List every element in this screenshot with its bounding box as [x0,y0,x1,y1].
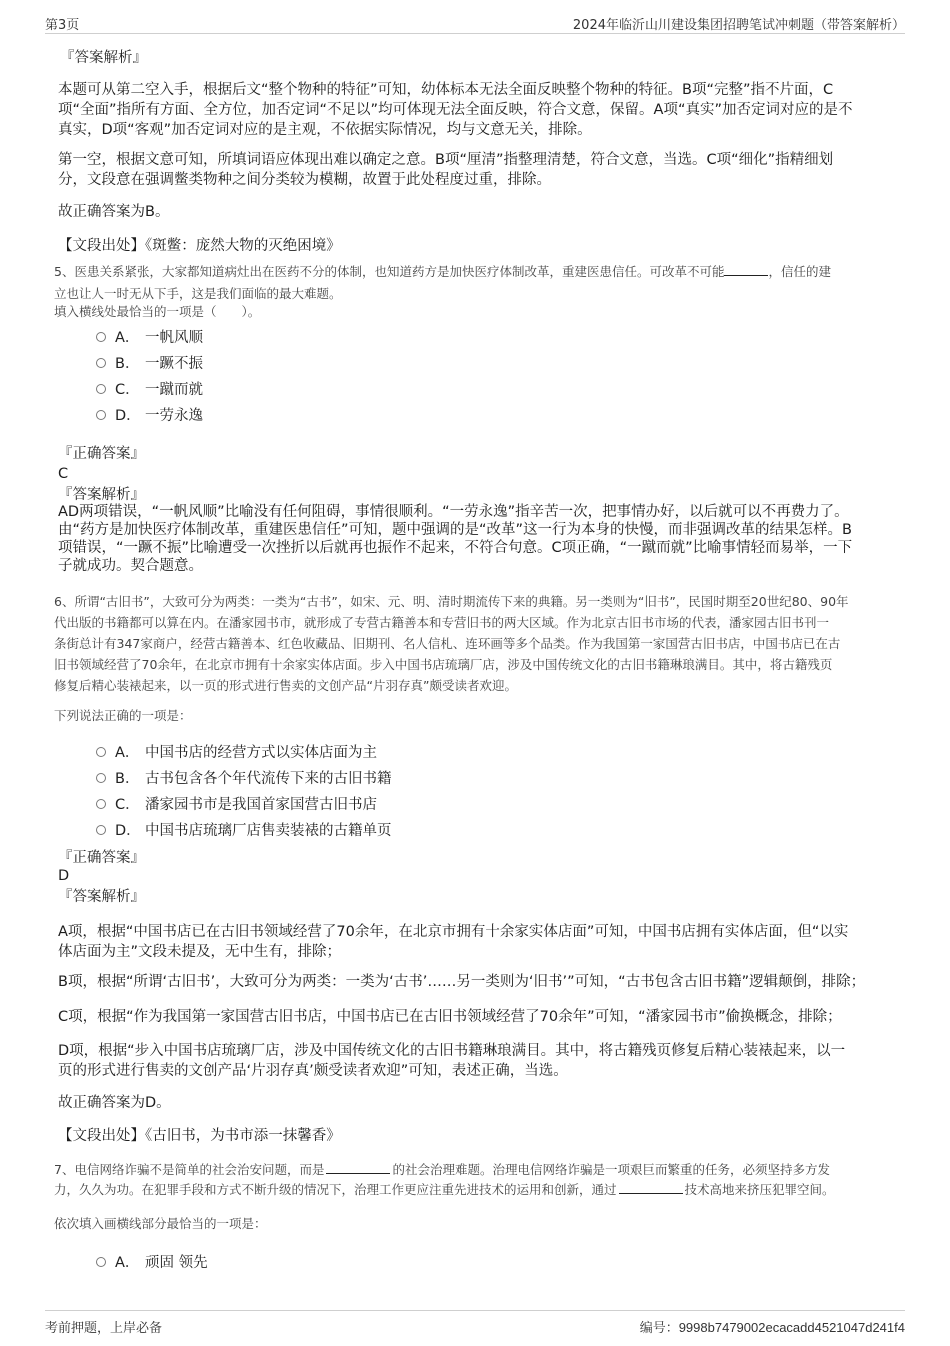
q5-stem-text-tail: ，信任的建 [768,264,831,279]
option-letter: D． [115,823,141,839]
q5-analysis [58,502,888,574]
document-title: 2024年临沂山川建设集团招聘笔试冲刺题（带答案解析） [572,18,905,33]
radio-icon[interactable] [96,747,106,757]
radio-icon[interactable] [96,358,106,368]
text-line: 项“全面”指所有方面、全方位，加否定词“不足以”均可体现无法全面反映，符合文意，保留。A项“真实”加否定词对应的是不 [58,102,853,118]
q5-option-b[interactable] [96,352,203,374]
text-line: 真实，D项“客观”加否定词对应的是主观，不依据实际情况，均与文意无关，排除。 [58,122,592,138]
q5-stem-line-2: 立也让人一时无从下手，这是我们面临的最大难题。 [54,286,342,301]
fill-blank [619,1180,683,1194]
radio-icon[interactable] [96,1257,106,1267]
option-text: 一帆风顺 [145,330,203,346]
q5-option-c[interactable] [96,378,203,400]
option-letter: C． [115,382,140,398]
text-line: 条街总计有347家商户，经营古籍善本、红色收藏品、旧期刊、名人信札、连环画等多个品类。作为我国第一家国营古旧书店，中国书店已在古 [54,636,841,651]
q5-answer: C [58,466,69,482]
radio-icon[interactable] [96,384,106,394]
q5-option-a[interactable] [96,326,203,348]
q6-source: 【文段出处】《古旧书，为书市添一抹馨香》 [58,1128,341,1144]
text-line: 6、所谓“古旧书”，大致可分为两类：一类为“古书”，如宋、元、明、清时期流传下来的典籍。另一类则为“旧书”，民国时期至20世纪80、90年 [54,594,849,609]
fill-blank [724,262,768,276]
text-line: B项，根据“所谓‘古旧书’，大致可分为两类：一类为‘古书’……另一类则为‘旧书’”可知，“古书包含古旧书籍”逻辑颠倒，排除； [58,974,866,990]
q4-source: 【文段出处】《斑鳖：庞然大物的灭绝困境》 [58,238,341,254]
option-letter: A． [115,1255,140,1271]
fill-blank [326,1160,390,1174]
q7-stem-text: 力，久久为功。在犯罪手段和方式不断升级的情况下，治理工作更应注重先进技术的运用和创新，通过 [54,1182,617,1197]
q7-stem-line-1 [54,1160,830,1180]
option-text: 一劳永逸 [145,408,203,424]
text-line: A项，根据“中国书店已在古旧书领域经营了70余年，在北京市拥有十余家实体店面”可知，中国书店拥有实体店面，但“以实 [58,924,849,940]
text-line: C项，根据“作为我国第一家国营古旧书店，中国书店已在古旧书领域经营了70余年”可知，“潘家园书市”偷换概念，排除； [58,1009,842,1025]
option-text: 一蹶不振 [145,356,203,372]
option-letter: B． [115,771,140,787]
q6-option-a[interactable] [96,741,377,763]
q6-option-c[interactable] [96,793,377,815]
q6-prompt: 下列说法正确的一项是： [54,708,192,723]
option-letter: A． [115,745,140,761]
option-letter: B． [115,356,140,372]
text-line: 页的形式进行售卖的文创产品‘片羽存真’颇受读者欢迎”可知，表述正确，当选。 [58,1063,568,1079]
q7-stem-text: 技术高地来挤压犯罪空间。 [684,1182,835,1197]
q4-analysis-paragraph-1 [58,80,888,140]
option-text: 古书包含各个年代流传下来的古旧书籍 [145,771,392,787]
q6-analysis-label: 『答案解析』 [58,889,145,905]
document-code: 编号：9998b7479002ecacadd4521047d241f4 [639,1320,905,1335]
radio-icon[interactable] [96,410,106,420]
q7-stem-line-2 [54,1180,835,1200]
q5-option-d[interactable] [96,404,203,426]
text-line: 旧书领域经营了70余年，在北京市拥有十余家实体店面。步入中国书店琉璃厂店，涉及中国传统文化的古旧书籍琳琅满目。其中，将古籍残页 [54,657,833,672]
radio-icon[interactable] [96,825,106,835]
option-letter: D． [115,408,141,424]
q7-prompt: 依次填入画横线部分最恰当的一项是： [54,1216,267,1231]
q5-prompt: 填入横线处最恰当的一项是（ ）。 [54,304,261,319]
q6-option-d[interactable] [96,819,392,841]
q6-stem [54,592,884,697]
page-footer [45,1310,905,1346]
text-line: 修复后精心装裱起来，以一页的形式进行售卖的文创产品“片羽存真”颇受读者欢迎。 [54,678,517,693]
q5-analysis-label: 『答案解析』 [58,487,145,503]
text-line: 项错误，“一蹶不振”比喻遭受一次挫折以后就再也振作不起来，不符合句意。C项正确，“一蹴而就”比喻事情轻而易举，一下 [58,540,853,556]
q7-stem-text: 的社会治理难题。治理电信网络诈骗是一项艰巨而繁重的任务，必须坚持多方发 [392,1162,830,1177]
page-header [45,0,905,34]
q6-answer: D [58,868,70,884]
option-letter: A． [115,330,140,346]
q4-analysis-label: 『答案解析』 [60,50,147,66]
text-line: 由“药方是加快医疗体制改革，重建医患信任”可知，题中强调的是“改革”这一行为本身的快慢，而非强调改革的结果怎样。B [58,522,852,538]
radio-icon[interactable] [96,799,106,809]
option-letter: C． [115,797,140,813]
text-line: 子就成功。契合题意。 [58,558,203,574]
radio-icon[interactable] [96,332,106,342]
option-text: 中国书店琉璃厂店售卖装裱的古籍单页 [145,823,392,839]
q7-option-a[interactable] [96,1251,208,1273]
q6-analysis-b [58,972,888,992]
text-line: 本题可从第二空入手，根据后文“整个物种的特征”可知，幼体标本无法全面反映整个物种的特征。B项“完整”指不片面，C [58,82,834,98]
q6-conclusion: 故正确答案为D。 [58,1095,171,1111]
q6-analysis-d [58,1041,888,1081]
option-text: 顽固 领先 [145,1255,208,1271]
option-text: 潘家园书市是我国首家国营古旧书店 [145,797,377,813]
q6-analysis-a [58,922,888,962]
q4-analysis-paragraph-2 [58,150,888,190]
page-number: 第3页 [45,18,80,33]
text-line: 代出版的书籍都可以算在内。在潘家园书市，就形成了专营古籍善本和专营旧书的两大区域。作为北京古旧书市场的代表，潘家园古旧书刊一 [54,615,830,630]
text-line: 分，文段意在强调鳖类物种之间分类较为模糊，故置于此处程度过重，排除。 [58,172,551,188]
text-line: D项，根据“步入中国书店琉璃厂店，涉及中国传统文化的古旧书籍琳琅满目。其中，将古籍残页修复后精心装裱起来，以一 [58,1043,846,1059]
q5-stem-text: 5、医患关系紧张，大家都知道病灶出在医药不分的体制，也知道药方是加快医疗体制改革，重建医患信任。可改革不可能 [54,264,725,279]
text-line: 体店面为主”文段未提及，无中生有，排除； [58,944,342,960]
q6-analysis-c [58,1007,888,1027]
option-text: 一蹴而就 [145,382,203,398]
radio-icon[interactable] [96,773,106,783]
q7-stem-text: 7、电信网络诈骗不是简单的社会治安问题，而是 [54,1162,325,1177]
option-text: 中国书店的经营方式以实体店面为主 [145,745,377,761]
footer-slogan: 考前押题，上岸必备 [45,1321,163,1336]
q6-answer-label: 『正确答案』 [58,850,145,866]
text-line: AD两项错误，“一帆风顺”比喻没有任何阻碍，事情很顺利。“一劳永逸”指辛苦一次，把事情办好，以后就可以不再费力了。 [58,504,849,520]
text-line: 第一空，根据文意可知，所填词语应体现出难以确定之意。B项“厘清”指整理清楚，符合文意，当选。C项“细化”指精细划 [58,152,834,168]
q6-option-b[interactable] [96,767,392,789]
q5-stem-line-1 [54,262,831,282]
q4-conclusion: 故正确答案为B。 [58,204,170,220]
q5-answer-label: 『正确答案』 [58,446,145,462]
